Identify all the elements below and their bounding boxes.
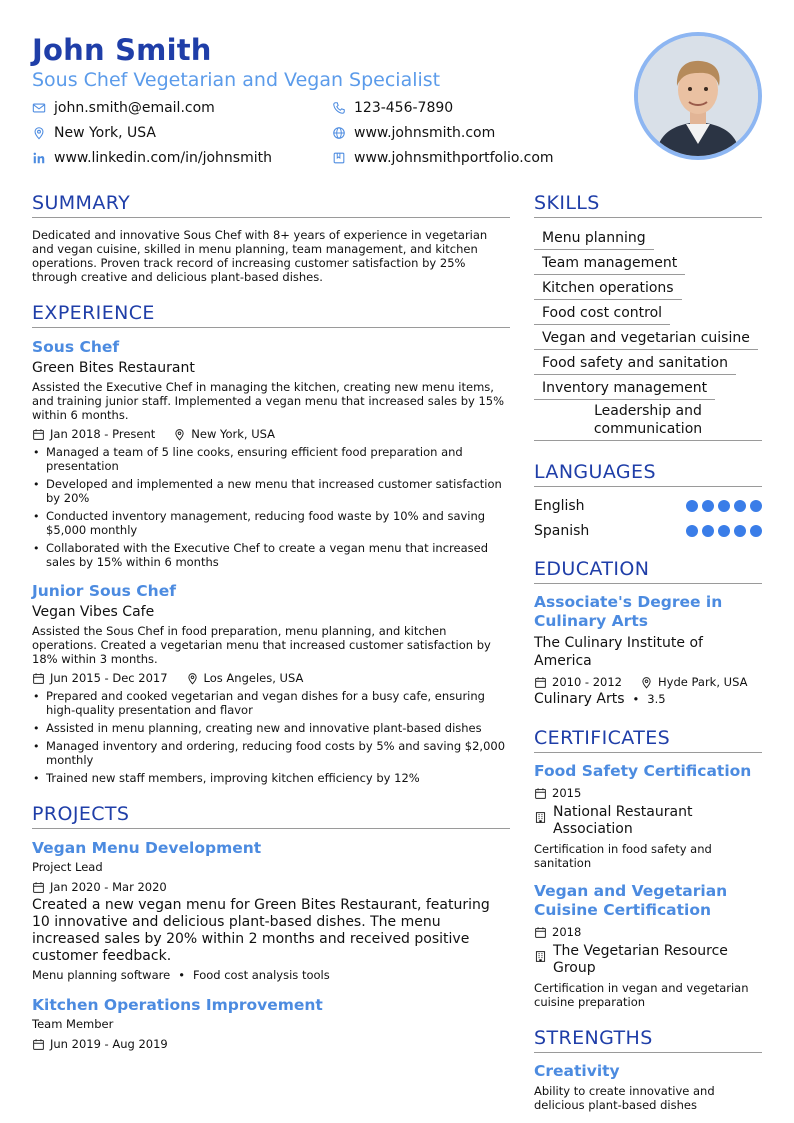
phone-text: 123-456-7890: [354, 99, 454, 116]
job-title: Junior Sous Chef: [32, 582, 176, 600]
proficiency-dot: [750, 500, 762, 512]
certificate-year: 2018: [552, 925, 582, 939]
degree-title: Associate's Degree in Culinary Arts: [534, 593, 723, 630]
list-item: • Collaborated with the Executive Chef to create a vegan menu that increased sales by 15% within 6 months: [32, 541, 510, 569]
skill-tag: Inventory management: [534, 379, 715, 400]
proficiency-dot: [734, 500, 746, 512]
building-icon: [534, 950, 547, 963]
website-text: www.johnsmith.com: [354, 124, 496, 141]
job-entry: [32, 337, 510, 569]
job-headline: Sous Chef Vegetarian and Vegan Specialist: [32, 69, 441, 91]
skill-tag: Food safety and sanitation: [534, 354, 736, 375]
globe-icon: [332, 126, 346, 140]
certificate-description: Certification in food safety and sanitation: [534, 842, 712, 870]
certificate-issuer-row: [534, 804, 762, 838]
email-contact[interactable]: [32, 98, 332, 117]
summary-heading: SUMMARY: [32, 190, 510, 218]
school-name: The Culinary Institute of America: [534, 635, 703, 669]
project-title: Vegan Menu Development: [32, 839, 262, 857]
job-description: Assisted the Sous Chef in food preparation, menu planning, and kitchen operations. Created a vegetarian menu that increased customer satisfaction by 18% within 3 months.: [32, 624, 491, 666]
list-item: • Managed inventory and ordering, reducing food costs by 5% and saving $2,000 monthly: [32, 739, 510, 767]
certificate-year: 2015: [552, 786, 582, 800]
education-dates: 2010 - 2012: [552, 675, 622, 689]
calendar-icon: [32, 672, 45, 685]
project-role: Project Lead: [32, 860, 103, 874]
linkedin-contact[interactable]: [32, 148, 332, 167]
profile-portrait: [638, 36, 758, 156]
job-meta: [32, 426, 510, 442]
building-icon: [534, 811, 547, 824]
website-contact[interactable]: [332, 123, 632, 142]
location-pin-icon: [186, 672, 199, 685]
separator-dot: •: [632, 692, 640, 706]
location-pin-icon: [32, 126, 46, 140]
portfolio-text: www.johnsmithportfolio.com: [354, 149, 554, 166]
job-title: Sous Chef: [32, 338, 120, 356]
company-name: Green Bites Restaurant: [32, 360, 195, 376]
list-item: • Prepared and cooked vegetarian and vegan dishes for a busy cafe, ensuring high-quality presentation and flavor: [32, 689, 510, 717]
projects-heading: PROJECTS: [32, 801, 510, 829]
strength-description: Ability to create innovative and delicious plant-based dishes: [534, 1084, 715, 1112]
list-item: • Assisted in menu planning, creating new and innovative plant-based dishes: [32, 721, 510, 735]
email-icon: [32, 101, 46, 115]
skill-tag: Food cost control: [534, 304, 670, 325]
tool-item: Menu planning software: [32, 968, 171, 982]
certificate-description: Certification in vegan and vegetarian cuisine preparation: [534, 981, 749, 1009]
project-title: Kitchen Operations Improvement: [32, 996, 323, 1014]
proficiency-dot: [750, 525, 762, 537]
calendar-icon: [32, 428, 45, 441]
job-description: Assisted the Executive Chef in managing the kitchen, creating new menu items, and training junior staff. Implemented a vegan menu that increased sales by 15% within 6 months.: [32, 380, 505, 422]
portfolio-contact[interactable]: [332, 148, 632, 167]
language-row: [534, 522, 762, 540]
project-meta: [32, 879, 510, 895]
languages-heading: LANGUAGES: [534, 459, 762, 487]
separator-dot: •: [178, 968, 185, 982]
job-bullets: [32, 445, 510, 569]
contact-info: [32, 98, 632, 167]
skills-heading: SKILLS: [534, 190, 762, 218]
strength-entry: [534, 1062, 762, 1112]
experience-heading: EXPERIENCE: [32, 300, 510, 328]
skill-tag: Kitchen operations: [534, 279, 682, 300]
bookmark-icon: [332, 151, 346, 165]
project-entry: [32, 838, 510, 983]
proficiency-dot: [718, 525, 730, 537]
list-item: • Developed and implemented a new menu that increased customer satisfaction by 20%: [32, 477, 510, 505]
proficiency-dots: [682, 500, 762, 512]
job-location: New York, USA: [191, 427, 276, 441]
calendar-icon: [32, 1038, 45, 1051]
certificates-heading: CERTIFICATES: [534, 725, 762, 753]
project-description: Created a new vegan menu for Green Bites Restaurant, featuring 10 innovative and delicious plant-based dishes. The menu increased sales by 20% within 2 months and received positive customer feedback.: [32, 897, 490, 964]
strength-title: Creativity: [534, 1062, 620, 1080]
calendar-icon: [534, 787, 547, 800]
company-name: Vegan Vibes Cafe: [32, 604, 155, 620]
certificate-meta: [534, 924, 762, 940]
proficiency-dots: [682, 525, 762, 537]
project-meta: [32, 1036, 510, 1052]
location-pin-icon: [640, 676, 653, 689]
skills-list: [534, 227, 762, 441]
list-item: • Conducted inventory management, reducing food waste by 10% and saving $5,000 monthly: [32, 509, 510, 537]
certificate-issuer-row: [534, 943, 762, 977]
left-column: [32, 190, 510, 1052]
education-gpa: 3.5: [647, 692, 666, 706]
skill-tag: Team management: [534, 254, 685, 275]
proficiency-dot: [734, 525, 746, 537]
proficiency-dot: [686, 525, 698, 537]
calendar-icon: [534, 926, 547, 939]
certificate-issuer: The Vegetarian Resource Group: [553, 943, 728, 976]
certificate-entry: [534, 762, 762, 870]
location-contact: [32, 123, 332, 142]
education-field: Culinary Arts: [534, 691, 625, 707]
phone-contact[interactable]: [332, 98, 632, 117]
project-role: Team Member: [32, 1017, 114, 1031]
job-location: Los Angeles, USA: [203, 671, 304, 685]
job-dates: Jun 2015 - Dec 2017: [50, 671, 168, 685]
skill-tag: Menu planning: [534, 229, 654, 250]
education-field-line: [534, 691, 762, 707]
proficiency-dot: [686, 500, 698, 512]
right-column: [534, 190, 762, 1112]
job-meta: [32, 670, 510, 686]
education-meta: [534, 674, 762, 690]
education-location: Hyde Park, USA: [658, 675, 748, 689]
tool-item: Food cost analysis tools: [192, 968, 330, 982]
language-name: Spanish: [534, 523, 590, 539]
language-row: [534, 497, 762, 515]
linkedin-text: www.linkedin.com/in/johnsmith: [54, 149, 272, 166]
linkedin-icon: [32, 151, 46, 165]
proficiency-dot: [702, 500, 714, 512]
job-dates: Jan 2018 - Present: [50, 427, 156, 441]
project-entry: [32, 995, 510, 1052]
strengths-heading: STRENGTHS: [534, 1025, 762, 1053]
profile-photo: [634, 32, 762, 160]
job-entry: [32, 581, 510, 785]
project-dates: Jun 2019 - Aug 2019: [50, 1037, 168, 1051]
calendar-icon: [32, 881, 45, 894]
certificate-entry: [534, 882, 762, 1009]
education-heading: EDUCATION: [534, 556, 762, 584]
skill-tag: Leadership and communication: [534, 402, 762, 441]
proficiency-dot: [718, 500, 730, 512]
project-dates: Jan 2020 - Mar 2020: [50, 880, 167, 894]
list-item: • Trained new staff members, improving kitchen efficiency by 12%: [32, 771, 510, 785]
email-text: john.smith@email.com: [54, 99, 215, 116]
calendar-icon: [534, 676, 547, 689]
resume-header: [32, 32, 632, 167]
language-name: English: [534, 498, 585, 514]
location-pin-icon: [173, 428, 186, 441]
certificate-issuer: National Restaurant Association: [553, 804, 693, 837]
job-bullets: [32, 689, 510, 785]
location-text: New York, USA: [54, 124, 156, 141]
certificate-title: Vegan and Vegetarian Cuisine Certification: [534, 882, 728, 919]
proficiency-dot: [702, 525, 714, 537]
project-tools: [32, 968, 510, 983]
certificate-meta: [534, 785, 762, 801]
summary-text: Dedicated and innovative Sous Chef with 8+ years of experience in vegetarian and vegan cuisine, skilled in menu planning, team management, and kitchen operations. Proven track record of increasing customer satisfaction by 25% through creative and delicious plant-based dishes.: [32, 228, 488, 284]
person-name: John Smith: [32, 33, 212, 67]
list-item: • Managed a team of 5 line cooks, ensuring efficient food preparation and presentation: [32, 445, 510, 473]
skill-tag: Vegan and vegetarian cuisine: [534, 329, 758, 350]
certificate-title: Food Safety Certification: [534, 762, 752, 780]
phone-icon: [332, 101, 346, 115]
